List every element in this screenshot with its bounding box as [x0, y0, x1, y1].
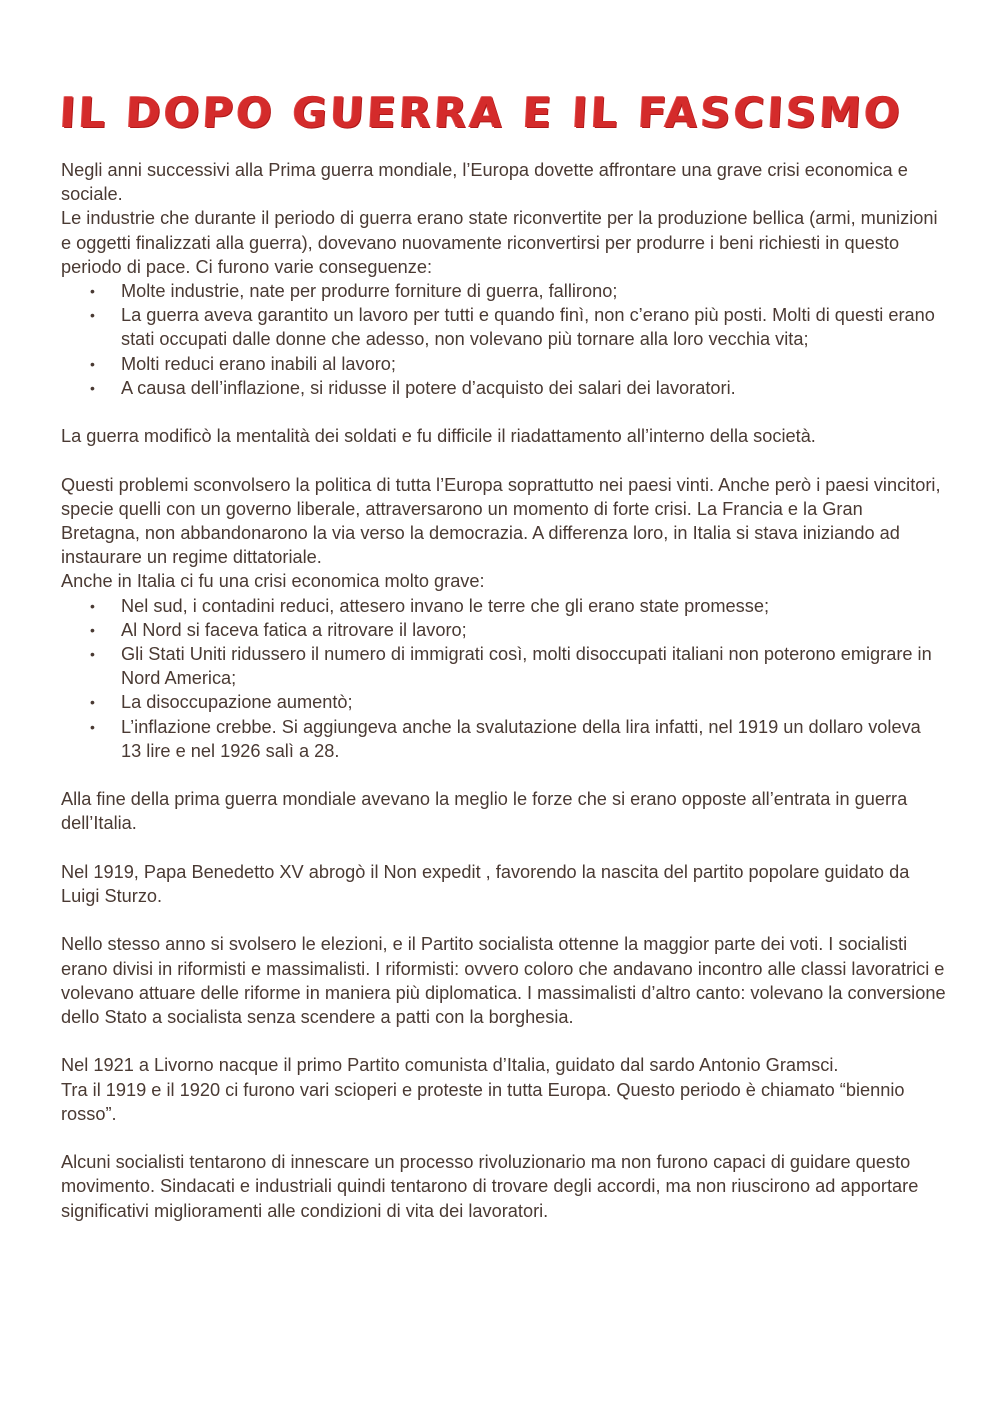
paragraph-end-of-war: Alla fine della prima guerra mondiale avevano la meglio le forze che si erano opposte all’entrata in guerra dell’Italia. — [61, 789, 908, 834]
list-item: • Molte industrie, nate per produrre forniture di guerra, fallirono; — [121, 279, 946, 303]
list-item: • La disoccupazione aumentò; — [121, 690, 946, 714]
paragraph-italy-crisis: Anche in Italia ci fu una crisi economica molto grave: — [61, 571, 485, 592]
paragraph-biennio-rosso: Tra il 1919 e il 1920 ci furono vari scioperi e proteste in tutta Europa. Questo periodo è chiamato “biennio rosso”. — [61, 1079, 905, 1124]
paragraph-spacer — [61, 908, 946, 932]
document-body — [61, 158, 946, 1223]
paragraph-intro: Negli anni successivi alla Prima guerra mondiale, l’Europa dovette affrontare una grave crisi economica e sociale. — [61, 160, 908, 205]
paragraph-politics: Questi problemi sconvolsero la politica di tutta l’Europa soprattutto nei paesi vinti. Anche però i paesi vincitori, specie quelli con un governo liberale, attraversarono un momento di forte crisi. La Francia e la Gran Bretagna, non abbandonarono la via verso la democrazia. A differenza loro, in Italia si stava iniziando ad instaurare un regime dittatoriale. — [61, 474, 941, 568]
paragraph-communist-party: Nel 1921 a Livorno nacque il primo Partito comunista d’Italia, guidato dal sardo Antonio Gramsci. — [61, 1055, 839, 1076]
paragraph-spacer — [61, 836, 946, 860]
list-item: • Molti reduci erano inabili al lavoro; — [121, 352, 946, 376]
paragraph-revolution: Alcuni socialisti tentarono di innescare un processo rivoluzionario ma non furono capaci di guidare questo movimento. Sindacati e industriali quindi tentarono di trovare degli accordi, ma non riuscirono ad apportare significativi miglioramenti alle condizioni di vita dei lavoratori. — [61, 1152, 919, 1221]
paragraph-spacer — [61, 763, 946, 787]
list-item: • Nel sud, i contadini reduci, attesero invano le terre che gli erano state promesse; — [121, 594, 946, 618]
paragraph-mentality: La guerra modificò la mentalità dei soldati e fu difficile il riadattamento all’interno della società. — [61, 426, 816, 447]
italy-crisis-list — [61, 594, 946, 763]
page-title: IL DOPO GUERRA E IL FASCISMO — [58, 88, 905, 137]
paragraph-spacer — [61, 448, 946, 472]
paragraph-elections: Nello stesso anno si svolsero le elezioni, e il Partito socialista ottenne la maggior parte dei voti. I socialisti erano divisi in riformisti e massimalisti. I riformisti: ovvero coloro che andavano incontro alle classi lavoratrici e volevano attuare delle riforme in maniera più diplomatica. I massimalisti d’altro canto: volevano la conversione dello Stato a socialista senza scendere a patti con la borghesia. — [61, 934, 946, 1028]
paragraph-spacer — [61, 1126, 946, 1150]
paragraph-industries: Le industrie che durante il periodo di guerra erano state riconvertite per la produzione bellica (armi, munizioni e oggetti finalizzati alla guerra), dovevano nuovamente riconvertirsi per produrre i beni richiesti in questo periodo di pace. Ci furono varie conseguenze: — [61, 208, 938, 277]
list-item: • La guerra aveva garantito un lavoro per tutti e quando finì, non c’erano più posti. Molti di questi erano stati occupati dalle donne che adesso, non volevano più tornare alla loro vecchia vita; — [121, 303, 946, 351]
list-item: • Gli Stati Uniti ridussero il numero di immigrati così, molti disoccupati italiani non poterono emigrare in Nord America; — [121, 642, 946, 690]
consequences-list — [61, 279, 946, 400]
list-item: • L’inflazione crebbe. Si aggiungeva anche la svalutazione della lira infatti, nel 1919 un dollaro voleva 13 lire e nel 1926 salì a 28. — [121, 715, 946, 763]
paragraph-spacer — [61, 1029, 946, 1053]
list-item: • Al Nord si faceva fatica a ritrovare il lavoro; — [121, 618, 946, 642]
list-item: • A causa dell’inflazione, si ridusse il potere d’acquisto dei salari dei lavoratori. — [121, 376, 946, 400]
paragraph-non-expedit: Nel 1919, Papa Benedetto XV abrogò il Non expedit , favorendo la nascita del partito popolare guidato da Luigi Sturzo. — [61, 861, 910, 907]
paragraph-spacer — [61, 400, 946, 424]
